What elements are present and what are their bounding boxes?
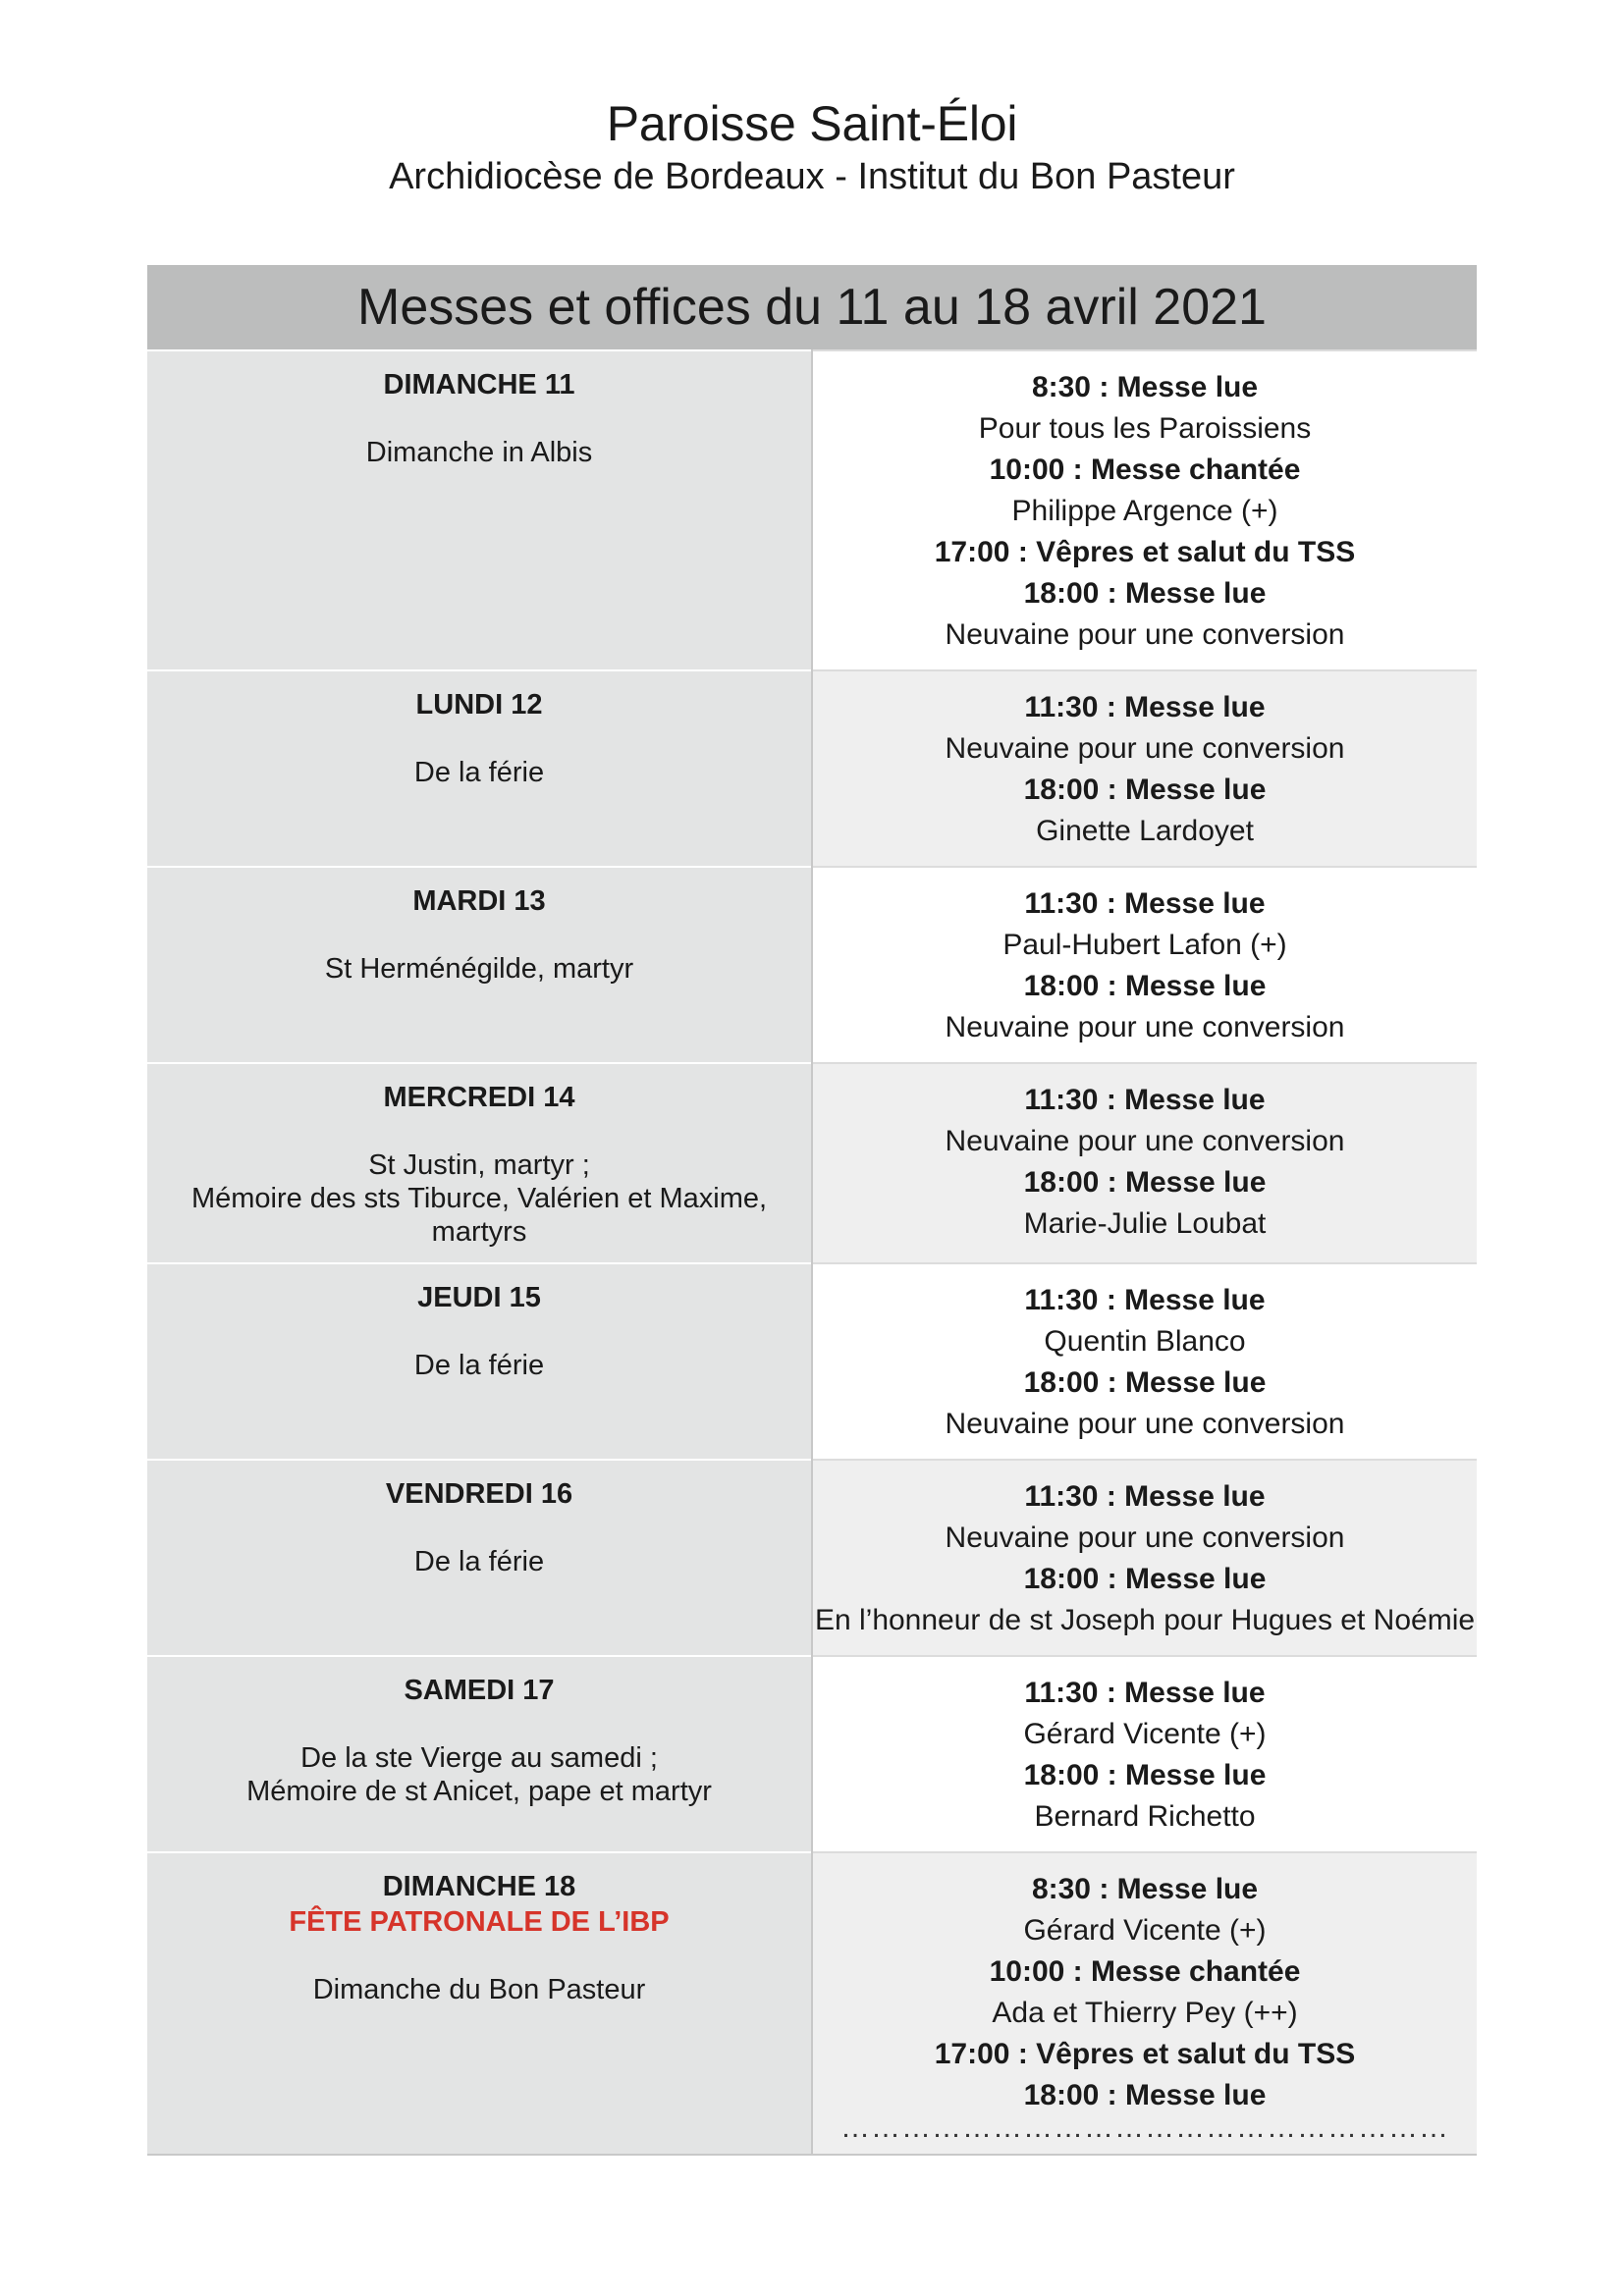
mass-intention: En l’honneur de st Joseph pour Hugues et Noémie	[814, 1604, 1476, 1636]
mass-cell	[812, 670, 1477, 867]
mass-intention: Gérard Vicente (+)	[1023, 1914, 1267, 1947]
mass-time: 11:30 : Messe lue	[1024, 691, 1266, 723]
liturgical-day	[147, 756, 811, 789]
mass-time: 10:00 : Messe chantée	[989, 454, 1301, 486]
liturgical-line: De la férie	[413, 1546, 545, 1577]
mass-intention: Ada et Thierry Pey (++)	[992, 1997, 1298, 2029]
day-cell	[147, 670, 812, 867]
mass-cell	[812, 1460, 1477, 1656]
day-name: VENDREDI 16	[385, 1478, 573, 1510]
page-header	[0, 93, 1624, 201]
mass-time: 10:00 : Messe chantée	[989, 1955, 1301, 1988]
mass-cell	[812, 1063, 1477, 1263]
mass-intention: Paul-Hubert Lafon (+)	[1002, 929, 1287, 961]
day-row	[147, 1263, 1477, 1460]
mass-cell	[812, 867, 1477, 1063]
day-row	[147, 1063, 1477, 1263]
day-cell	[147, 1263, 812, 1460]
day-name: JEUDI 15	[417, 1282, 541, 1313]
liturgical-line: Dimanche du Bon Pasteur	[312, 1974, 646, 2005]
day-row	[147, 1460, 1477, 1656]
liturgical-day	[147, 1741, 811, 1808]
mass-cell	[812, 350, 1477, 670]
day-row	[147, 1656, 1477, 1852]
mass-intention: Neuvaine pour une conversion	[945, 1125, 1345, 1157]
liturgical-day	[147, 1148, 811, 1249]
mass-time: 11:30 : Messe lue	[1024, 1084, 1266, 1116]
liturgical-day	[147, 1973, 811, 2006]
mass-intention: Philippe Argence (+)	[1011, 495, 1278, 527]
mass-intention: Neuvaine pour une conversion	[945, 1522, 1345, 1554]
day-row	[147, 867, 1477, 1063]
day-name: MERCREDI 14	[383, 1082, 575, 1113]
day-cell	[147, 1063, 812, 1263]
liturgical-line: Dimanche in Albis	[365, 437, 593, 468]
day-row	[147, 1852, 1477, 2155]
day-name: LUNDI 12	[415, 689, 543, 721]
mass-intention: Bernard Richetto	[1034, 1800, 1256, 1833]
mass-intention: Marie-Julie Loubat	[1023, 1207, 1267, 1240]
mass-time: 18:00 : Messe lue	[1023, 1166, 1267, 1199]
day-row	[147, 670, 1477, 867]
liturgical-line: St Justin, martyr ;	[368, 1149, 590, 1181]
liturgical-day	[147, 1545, 811, 1578]
day-name: DIMANCHE 11	[383, 369, 575, 400]
mass-intention: Neuvaine pour une conversion	[945, 618, 1345, 651]
diocese-subtitle: Archidiocèse de Bordeaux - Institut du Bon Pasteur	[389, 156, 1235, 197]
feast-label: FÊTE PATRONALE DE L’IBP	[289, 1906, 670, 1938]
mass-time: 17:00 : Vêpres et salut du TSS	[934, 2038, 1356, 2070]
day-name: DIMANCHE 18	[382, 1871, 576, 1902]
parish-name: Paroisse Saint-Éloi	[606, 96, 1018, 151]
mass-time: 18:00 : Messe lue	[1023, 970, 1267, 1002]
mass-time: 18:00 : Messe lue	[1023, 2079, 1267, 2111]
mass-intention: Pour tous les Paroissiens	[978, 412, 1312, 445]
liturgical-line: De la férie	[413, 757, 545, 788]
mass-intention: Quentin Blanco	[1044, 1325, 1246, 1358]
day-name: MARDI 13	[412, 885, 546, 917]
liturgical-line: martyrs	[431, 1216, 527, 1248]
mass-intention: Neuvaine pour une conversion	[945, 1011, 1345, 1043]
mass-intention: Neuvaine pour une conversion	[945, 1408, 1345, 1440]
mass-schedule-table	[147, 265, 1477, 2156]
liturgical-line: De la ste Vierge au samedi ;	[300, 1742, 658, 1774]
mass-time: 8:30 : Messe lue	[1031, 1873, 1259, 1905]
mass-time: 11:30 : Messe lue	[1024, 1284, 1266, 1316]
liturgical-line: St Herménégilde, martyr	[324, 953, 634, 985]
liturgical-line: Mémoire de st Anicet, pape et martyr	[246, 1776, 712, 1807]
day-cell	[147, 350, 812, 670]
day-cell	[147, 1460, 812, 1656]
mass-time: 8:30 : Messe lue	[1031, 371, 1259, 403]
mass-time: 18:00 : Messe lue	[1023, 1366, 1267, 1399]
mass-time: 18:00 : Messe lue	[1023, 774, 1267, 806]
mass-cell	[812, 1263, 1477, 1460]
day-name: SAMEDI 17	[404, 1675, 555, 1706]
liturgical-day	[147, 952, 811, 986]
liturgical-line: De la férie	[413, 1350, 545, 1381]
liturgical-day	[147, 1349, 811, 1382]
mass-time: 18:00 : Messe lue	[1023, 1759, 1267, 1791]
mass-time: 11:30 : Messe lue	[1024, 887, 1266, 920]
schedule-title: Messes et offices du 11 au 18 avril 2021	[147, 265, 1477, 350]
liturgical-day	[147, 436, 811, 469]
schedule-title-row	[147, 265, 1477, 350]
mass-time: 11:30 : Messe lue	[1024, 1677, 1266, 1709]
liturgical-line: Mémoire des sts Tiburce, Valérien et Maxime,	[190, 1183, 768, 1214]
intention-placeholder: ……………………………………………………	[840, 2111, 1449, 2144]
mass-cell	[812, 1852, 1477, 2155]
mass-cell	[812, 1656, 1477, 1852]
mass-intention: Neuvaine pour une conversion	[945, 732, 1345, 765]
mass-time: 11:30 : Messe lue	[1024, 1480, 1266, 1513]
mass-time: 18:00 : Messe lue	[1023, 1563, 1267, 1595]
mass-time: 17:00 : Vêpres et salut du TSS	[934, 536, 1356, 568]
day-cell	[147, 1852, 812, 2155]
mass-time: 18:00 : Messe lue	[1023, 577, 1267, 610]
day-cell	[147, 867, 812, 1063]
mass-intention: Ginette Lardoyet	[1036, 815, 1254, 847]
day-row	[147, 350, 1477, 670]
mass-intention: Gérard Vicente (+)	[1023, 1718, 1267, 1750]
day-cell	[147, 1656, 812, 1852]
